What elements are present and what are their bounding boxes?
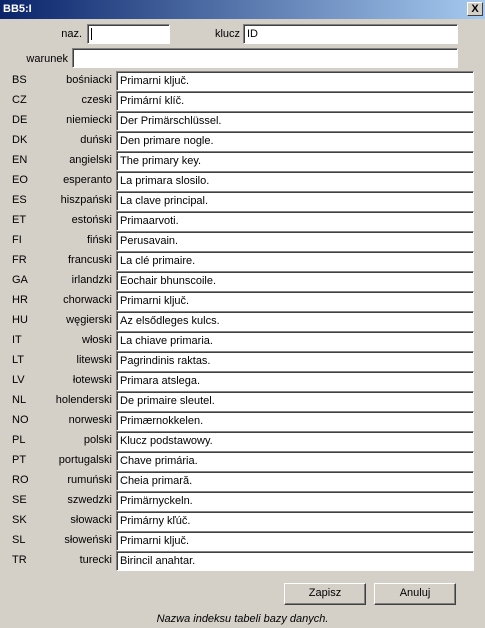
translation-input[interactable]: Eochair bhunscoile. [116, 271, 474, 291]
translation-row [0, 111, 485, 131]
language-code: DK [12, 134, 28, 146]
language-name: szwedzki [67, 494, 112, 506]
translation-input[interactable]: La clave principal. [116, 191, 474, 211]
translation-input[interactable]: Primárny kľúč. [116, 511, 474, 531]
language-code: EN [12, 154, 28, 166]
cancel-button[interactable]: Anuluj [374, 583, 456, 605]
translation-row [0, 331, 485, 351]
translation-input[interactable]: Klucz podstawowy. [116, 431, 474, 451]
language-code: LT [12, 354, 25, 366]
translation-row [0, 191, 485, 211]
translation-input[interactable]: La chiave primaria. [116, 331, 474, 351]
translation-input[interactable]: Primarni ključ. [116, 291, 474, 311]
language-code: DE [12, 114, 28, 126]
translation-input[interactable]: Den primare nogle. [116, 131, 474, 151]
warunek-label: warunek [26, 53, 68, 65]
language-code: SE [12, 494, 27, 506]
translation-input[interactable]: Az elsődleges kulcs. [116, 311, 474, 331]
language-name: estoński [71, 214, 112, 226]
language-name: irlandzki [71, 274, 112, 286]
translation-row [0, 431, 485, 451]
language-name: bośniacki [66, 74, 112, 86]
translation-row [0, 171, 485, 191]
close-button[interactable] [467, 2, 483, 16]
language-code: ES [12, 194, 27, 206]
translation-input[interactable]: Primærnokkelen. [116, 411, 474, 431]
language-code: PL [12, 434, 26, 446]
language-code: ET [12, 214, 27, 226]
language-code: SK [12, 514, 27, 526]
translation-input[interactable]: Primara atslega. [116, 371, 474, 391]
translation-row [0, 311, 485, 331]
title-bar [0, 0, 485, 19]
translation-input[interactable]: Chave primária. [116, 451, 474, 471]
translation-row [0, 471, 485, 491]
translation-input[interactable]: Birincil anahtar. [116, 551, 474, 571]
language-name: niemiecki [66, 114, 112, 126]
text-caret [91, 28, 92, 40]
language-name: rumuński [67, 474, 112, 486]
save-button[interactable]: Zapisz [284, 583, 366, 605]
language-code: HR [12, 294, 28, 306]
klucz-label: klucz [214, 28, 240, 40]
language-code: TR [12, 554, 27, 566]
translation-row [0, 231, 485, 251]
translation-row [0, 531, 485, 551]
translation-row [0, 131, 485, 151]
language-code: SL [12, 534, 26, 546]
translation-input[interactable]: La clé primaire. [116, 251, 474, 271]
naz-label: naz. [61, 28, 82, 40]
translation-row [0, 251, 485, 271]
language-name: słoweński [64, 534, 112, 546]
translation-input[interactable]: Cheia primară. [116, 471, 474, 491]
language-code: RO [12, 474, 29, 486]
translation-input[interactable]: Primární klíč. [116, 91, 474, 111]
language-name: fiński [86, 234, 112, 246]
language-name: duński [80, 134, 112, 146]
naz-input[interactable] [87, 24, 170, 44]
translation-row [0, 151, 485, 171]
language-code: BS [12, 74, 27, 86]
window-title: BB5:I [3, 3, 32, 15]
translation-input[interactable]: Primarni ključ. [116, 71, 474, 91]
translation-row [0, 91, 485, 111]
translation-input[interactable]: The primary key. [116, 151, 474, 171]
language-code: EO [12, 174, 28, 186]
language-code: CZ [12, 94, 27, 106]
status-text: Nazwa indeksu tabeli bazy danych. [156, 613, 329, 625]
translation-row [0, 391, 485, 411]
language-code: NL [12, 394, 27, 406]
translation-input[interactable]: Primärnyckeln. [116, 491, 474, 511]
language-code: FI [12, 234, 22, 246]
translation-row [0, 71, 485, 91]
language-name: angielski [69, 154, 112, 166]
translation-row [0, 371, 485, 391]
translation-input[interactable]: De primaire sleutel. [116, 391, 474, 411]
language-name: słowacki [70, 514, 112, 526]
translation-input[interactable]: Der Primärschlüssel. [116, 111, 474, 131]
translation-row [0, 291, 485, 311]
language-name: holenderski [55, 394, 112, 406]
language-name: czeski [81, 94, 112, 106]
language-name: węgierski [66, 314, 112, 326]
language-code: GA [12, 274, 28, 286]
language-name: łotewski [72, 374, 112, 386]
klucz-input[interactable]: ID [243, 24, 458, 44]
translation-row [0, 271, 485, 291]
language-name: włoski [82, 334, 112, 346]
translation-input[interactable]: Primaarvoti. [116, 211, 474, 231]
translation-row [0, 351, 485, 371]
translation-row [0, 491, 485, 511]
language-code: NO [12, 414, 29, 426]
language-name: chorwacki [63, 294, 112, 306]
language-code: HU [12, 314, 28, 326]
language-code: LV [12, 374, 25, 386]
language-name: norweski [68, 414, 112, 426]
translation-input[interactable]: Pagrindinis raktas. [116, 351, 474, 371]
language-name: polski [83, 434, 112, 446]
language-name: portugalski [58, 454, 112, 466]
warunek-input[interactable] [72, 48, 458, 68]
language-code: PT [12, 454, 27, 466]
language-name: hiszpański [60, 194, 112, 206]
translation-row [0, 551, 485, 571]
translation-row [0, 211, 485, 231]
translation-row [0, 511, 485, 531]
translation-row [0, 411, 485, 431]
language-code: FR [12, 254, 27, 266]
language-name: litewski [76, 354, 112, 366]
language-code: IT [12, 334, 22, 346]
translation-input[interactable]: Perusavain. [116, 231, 474, 251]
translation-input[interactable]: Primarni ključ. [116, 531, 474, 551]
language-name: turecki [79, 554, 112, 566]
translation-row [0, 451, 485, 471]
translation-input[interactable]: La primara slosilo. [116, 171, 474, 191]
language-name: francuski [67, 254, 112, 266]
language-name: esperanto [63, 174, 112, 186]
close-icon: X [471, 3, 479, 15]
